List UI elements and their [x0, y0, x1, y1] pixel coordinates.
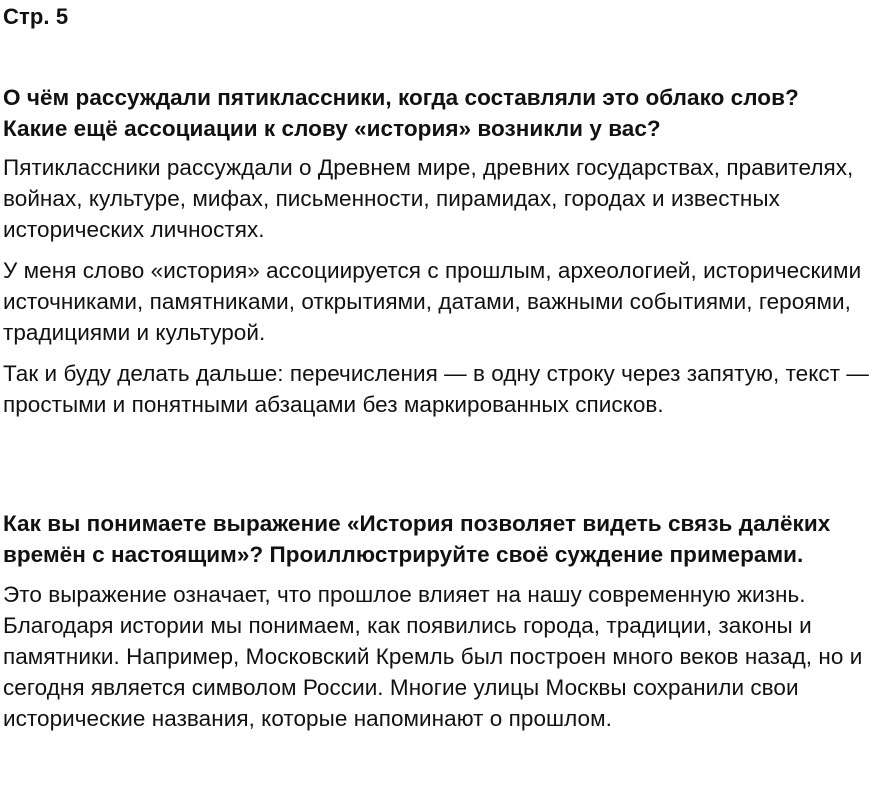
- page-number-label: Стр. 5: [3, 4, 69, 29]
- answer-2-paragraph-1: Это выражение означает, что прошлое влияет на нашу современную жизнь. Благодаря истории мы понимаем, как появились города, традиции, законы и памятники. Например, Московский Кремль был построен много веков назад, но и сегодня является символом России. Многие улицы Москвы сохранили свои исторические названия, которые напоминают о прошлом.: [3, 582, 863, 731]
- question-1-text: О чём рассуждали пятиклассники, когда составляли это облако слов? Какие ещё ассоциации к слову «история» возникли у вас?: [3, 85, 799, 141]
- answer-1-paragraph-1: Пятиклассники рассуждали о Древнем мире, древних государствах, правителях, войнах, культуре, мифах, письменности, пирамидах, городах и известных исторических личностях.: [3, 155, 854, 242]
- question-2-text: Как вы понимаете выражение «История позволяет видеть связь далёких времён с настоящим»? Проиллюстрируйте своё суждение примерами.: [3, 511, 831, 567]
- question-block-2: [3, 508, 875, 734]
- answer-1-paragraph-3: Так и буду делать дальше: перечисления — в одну строку через запятую, текст — простыми и понятными абзацами без маркированных списков.: [3, 361, 869, 417]
- question-block-1: [3, 82, 875, 420]
- answer-1-paragraph-2: У меня слово «история» ассоциируется с прошлым, археологией, историческими источниками, памятниками, открытиями, датами, важными событиями, героями, традициями и культурой.: [3, 258, 862, 345]
